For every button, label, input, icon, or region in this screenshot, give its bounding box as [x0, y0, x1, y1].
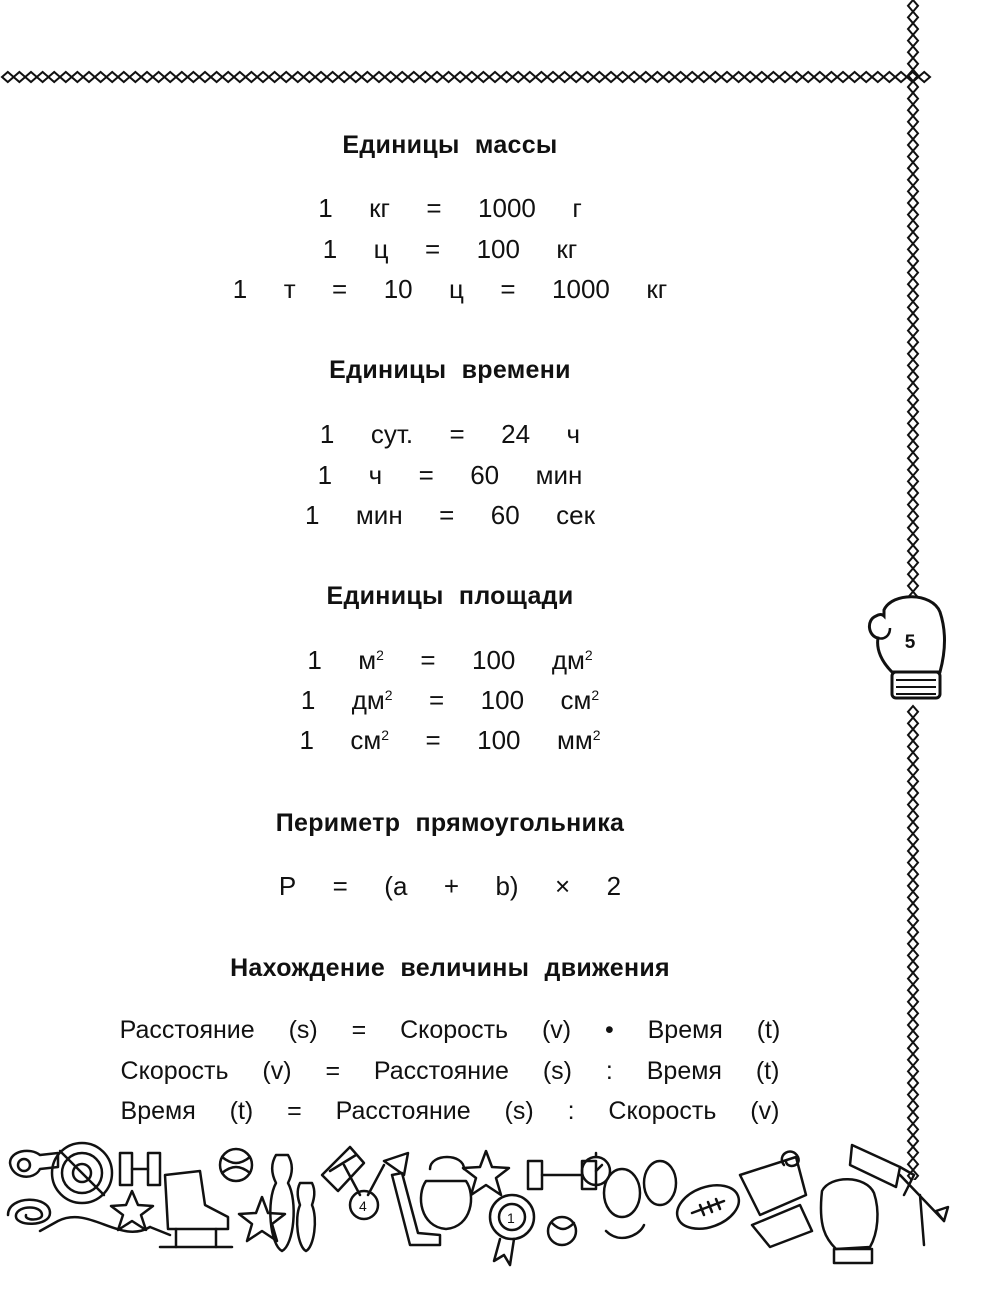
border-diamond — [153, 72, 165, 82]
section-title: Единицы времени — [329, 356, 571, 384]
border-diamond — [908, 926, 918, 938]
border-diamond — [908, 394, 918, 406]
border-diamond — [431, 72, 443, 82]
border-diamond — [396, 72, 408, 82]
border-diamond — [686, 72, 698, 82]
border-diamond — [559, 72, 571, 82]
border-diamond — [2, 72, 14, 82]
border-diamond — [908, 810, 918, 822]
conversion-line — [0, 274, 900, 305]
border-diamond — [594, 72, 606, 82]
border-diamond — [908, 1124, 918, 1136]
border-diamond — [908, 70, 918, 82]
border-diamond — [908, 174, 918, 186]
border-diamond — [95, 72, 107, 82]
dumbbell-icon — [528, 1161, 596, 1189]
border-diamond — [908, 903, 918, 915]
line-text: 1 ц = 100 кг — [322, 234, 578, 264]
border-diamond — [292, 72, 304, 82]
formula-line — [0, 871, 900, 902]
border-diamond — [908, 915, 918, 927]
border-diamond — [733, 72, 745, 82]
border-diamond — [280, 72, 292, 82]
conversion-line — [0, 460, 900, 491]
star-icon — [239, 1197, 285, 1241]
border-diamond — [872, 72, 884, 82]
superscript: 2 — [584, 647, 593, 663]
border-diamond — [908, 545, 918, 557]
sports-doodle-footer — [0, 1135, 986, 1299]
border-diamond — [570, 72, 582, 82]
conversion-line — [0, 685, 900, 716]
border-diamond — [25, 72, 37, 82]
conversion-line — [0, 419, 900, 450]
border-diamond — [908, 973, 918, 985]
border-diamond — [908, 822, 918, 834]
border-diamond — [908, 1112, 918, 1124]
border-diamond — [408, 72, 420, 82]
border-diamond — [582, 72, 594, 82]
border-diamond — [501, 72, 513, 82]
border-diamond — [908, 857, 918, 869]
border-diamond — [908, 0, 918, 12]
border-diamond — [908, 499, 918, 511]
border-diamond — [908, 278, 918, 290]
border-diamond — [908, 834, 918, 846]
border-diamond — [710, 72, 722, 82]
border-diamond — [908, 984, 918, 996]
border-diamond — [791, 72, 803, 82]
border-diamond — [908, 139, 918, 151]
border-diamond — [908, 197, 918, 209]
shuttlecock-icon — [322, 1147, 364, 1191]
border-diamond — [908, 452, 918, 464]
border-diamond — [269, 72, 281, 82]
star-icon — [111, 1191, 153, 1230]
border-diamond — [698, 72, 710, 82]
border-diamond — [72, 72, 84, 82]
border-diamond — [37, 72, 49, 82]
border-diamond — [908, 151, 918, 163]
border-diamond — [908, 752, 918, 764]
border-diamond — [908, 1100, 918, 1112]
border-diamond — [908, 938, 918, 950]
line-text: Скорость (v) = Расстояние (s) : Время (t) — [120, 1057, 780, 1085]
border-diamond — [721, 72, 733, 82]
border-diamond — [908, 950, 918, 962]
border-diamond — [908, 186, 918, 198]
border-diamond — [908, 371, 918, 383]
conversion-line — [0, 193, 900, 224]
conversion-line — [0, 645, 900, 676]
border-diamond — [908, 1008, 918, 1020]
border-diamond — [908, 1042, 918, 1054]
border-diamond — [908, 845, 918, 857]
border-diamond — [908, 418, 918, 430]
ball-icon — [548, 1217, 576, 1245]
line-text: 1 см — [299, 725, 382, 755]
line-text: Р = (a + b) × 2 — [278, 871, 622, 901]
border-diamond — [605, 72, 617, 82]
border-diamond — [908, 880, 918, 892]
border-diamond — [908, 476, 918, 488]
border-diamond — [908, 81, 918, 93]
border-diamond — [908, 996, 918, 1008]
border-diamond — [814, 72, 826, 82]
motion-formula-line — [0, 1097, 900, 1126]
border-diamond — [908, 313, 918, 325]
border-diamond — [315, 72, 327, 82]
border-diamond — [164, 72, 176, 82]
border-diamond — [908, 487, 918, 499]
ball-icon — [220, 1149, 252, 1181]
page-number: 5 — [904, 632, 916, 653]
border-diamond — [908, 718, 918, 730]
border-diamond — [908, 568, 918, 580]
border-diamond — [908, 93, 918, 105]
rosette-icon — [490, 1195, 534, 1265]
border-diamond — [617, 72, 629, 82]
border-diamond — [211, 72, 223, 82]
bowling-pins-icon — [270, 1155, 315, 1251]
border-diamond — [908, 441, 918, 453]
border-diamond — [908, 534, 918, 546]
superscript: 2 — [591, 687, 600, 703]
line-text: 1 т = 10 ц = 1000 кг — [232, 274, 668, 304]
medal-icon — [344, 1165, 384, 1219]
border-diamond — [362, 72, 374, 82]
border-diamond — [327, 72, 339, 82]
border-diamond — [908, 58, 918, 70]
border-diamond — [14, 72, 26, 82]
superscript: 2 — [384, 687, 393, 703]
border-diamond — [908, 12, 918, 24]
border-diamond — [908, 290, 918, 302]
line-text: 1 дм — [300, 685, 385, 715]
conversion-line — [0, 725, 900, 756]
border-diamond — [908, 325, 918, 337]
border-diamond — [908, 787, 918, 799]
darts-icon — [900, 1175, 948, 1245]
border-diamond — [908, 1019, 918, 1031]
svg-text:4: 4 — [359, 1198, 367, 1214]
border-diamond — [512, 72, 524, 82]
triangle-icon — [384, 1153, 408, 1175]
jump-rope-icon — [40, 1217, 170, 1235]
border-diamond — [908, 868, 918, 880]
border-diamond — [199, 72, 211, 82]
border-diamond — [884, 72, 896, 82]
border-diamond — [675, 72, 687, 82]
rope-icon — [8, 1200, 50, 1224]
border-diamond — [257, 72, 269, 82]
border-diamond — [908, 741, 918, 753]
border-diamond — [908, 557, 918, 569]
conversion-line — [0, 500, 900, 531]
border-diamond — [338, 72, 350, 82]
border-diamond — [118, 72, 130, 82]
border-diamond — [908, 116, 918, 128]
section-title: Нахождение величины движения — [230, 954, 670, 982]
border-diamond — [908, 429, 918, 441]
border-diamond — [908, 35, 918, 47]
border-diamond — [466, 72, 478, 82]
border-diamond — [908, 961, 918, 973]
border-diamond — [524, 72, 536, 82]
border-diamond — [628, 72, 640, 82]
svg-text:1: 1 — [507, 1210, 515, 1226]
border-diamond — [908, 23, 918, 35]
border-diamond — [222, 72, 234, 82]
border-diamond — [536, 72, 548, 82]
border-diamond — [908, 729, 918, 741]
border-diamond — [350, 72, 362, 82]
border-diamond — [908, 162, 918, 174]
border-diamond — [908, 336, 918, 348]
section-title: Периметр прямоугольника — [275, 809, 625, 837]
dumbbell-icon — [120, 1153, 160, 1185]
border-diamond — [188, 72, 200, 82]
border-diamond — [908, 348, 918, 360]
target-icon — [52, 1143, 112, 1203]
line-text: 1 м — [307, 645, 377, 675]
border-diamond — [908, 510, 918, 522]
border-diamond — [908, 892, 918, 904]
ribbon-icon — [850, 1145, 914, 1195]
border-diamond — [837, 72, 849, 82]
border-diamond — [756, 72, 768, 82]
border-diamond — [48, 72, 60, 82]
border-diamond — [908, 255, 918, 267]
border-diamond — [908, 1077, 918, 1089]
section-title: Единицы площади — [326, 582, 574, 610]
hockey-stick-icon — [392, 1173, 440, 1245]
border-diamond — [908, 464, 918, 476]
border-diamond — [60, 72, 72, 82]
border-diamond — [908, 1066, 918, 1078]
border-diamond — [908, 1031, 918, 1043]
border-diamond — [130, 72, 142, 82]
superscript: 2 — [376, 647, 384, 663]
border-diamond — [908, 383, 918, 395]
line-text: 1 кг = 1000 г — [318, 193, 582, 223]
border-diamond — [373, 72, 385, 82]
border-diamond — [908, 232, 918, 244]
line-text: 1 сут. = 24 ч — [319, 419, 581, 449]
border-diamond — [304, 72, 316, 82]
border-diamond — [908, 46, 918, 58]
line-text: Расстояние (s) = Скорость (v) • Время (t) — [119, 1016, 781, 1044]
border-diamond — [547, 72, 559, 82]
border-diamond — [234, 72, 246, 82]
border-diamond — [908, 764, 918, 776]
border-diamond — [768, 72, 780, 82]
border-diamond — [83, 72, 95, 82]
border-diamond — [908, 776, 918, 788]
border-diamond — [176, 72, 188, 82]
border-diamond — [908, 244, 918, 256]
border-diamond — [908, 522, 918, 534]
border-diamond — [246, 72, 258, 82]
border-diamond — [908, 267, 918, 279]
border-diamond — [652, 72, 664, 82]
boxing-glove-icon — [821, 1179, 878, 1263]
border-diamond — [663, 72, 675, 82]
border-diamond — [908, 799, 918, 811]
line-text: = 100 дм — [383, 645, 585, 675]
border-diamond — [908, 360, 918, 372]
superscript: 2 — [381, 727, 390, 743]
top-diamond-border — [0, 66, 935, 88]
line-text: Время (t) = Расстояние (s) : Скорость (v) — [120, 1097, 780, 1125]
line-text: = 100 см — [392, 685, 592, 715]
border-diamond — [640, 72, 652, 82]
border-diamond — [385, 72, 397, 82]
border-diamond — [420, 72, 432, 82]
goggles-icon — [604, 1161, 676, 1238]
line-text: 1 ч = 60 мин — [317, 460, 583, 490]
border-diamond — [908, 104, 918, 116]
line-text: = 100 мм — [389, 725, 593, 755]
border-diamond — [489, 72, 501, 82]
border-diamond — [908, 1089, 918, 1101]
section-title: Единицы массы — [342, 131, 558, 159]
border-diamond — [744, 72, 756, 82]
border-diamond — [454, 72, 466, 82]
border-diamond — [802, 72, 814, 82]
motion-formula-line — [0, 1057, 900, 1086]
border-diamond — [860, 72, 872, 82]
border-diamond — [106, 72, 118, 82]
border-diamond — [908, 209, 918, 221]
border-diamond — [826, 72, 838, 82]
border-diamond — [478, 72, 490, 82]
motion-formula-line — [0, 1016, 900, 1045]
border-diamond — [908, 302, 918, 314]
border-diamond — [443, 72, 455, 82]
flippers-icon — [740, 1157, 812, 1247]
border-diamond — [908, 1054, 918, 1066]
border-diamond — [908, 128, 918, 140]
rugby-ball-icon — [671, 1177, 745, 1236]
border-diamond — [779, 72, 791, 82]
line-text: 1 мин = 60 сек — [305, 500, 595, 530]
border-diamond — [908, 406, 918, 418]
border-diamond — [141, 72, 153, 82]
border-diamond — [908, 220, 918, 232]
border-diamond — [849, 72, 861, 82]
conversion-line — [0, 234, 900, 265]
superscript: 2 — [592, 727, 601, 743]
